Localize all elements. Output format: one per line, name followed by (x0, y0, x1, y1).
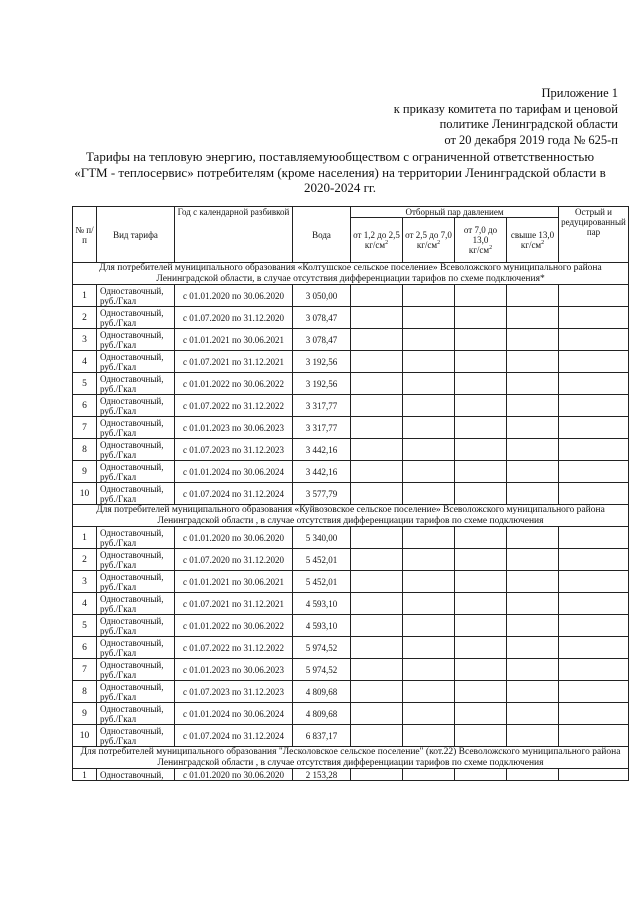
period: с 01.01.2021 по 30.06.2021 (175, 329, 293, 351)
tariff-type: Одноставочный, руб./Гкал (97, 593, 175, 615)
row-number: 1 (73, 285, 97, 307)
tariff-type: Одноставочный, руб./Гкал (97, 725, 175, 747)
appendix-line: политике Ленинградской области (439, 117, 618, 131)
table-body (73, 263, 629, 781)
empty-cell (559, 681, 629, 703)
empty-cell (455, 461, 507, 483)
empty-cell (559, 395, 629, 417)
empty-cell (559, 329, 629, 351)
empty-cell (559, 439, 629, 461)
water-tariff: 5 452,01 (293, 549, 351, 571)
tariff-type: Одноставочный, руб./Гкал (97, 329, 175, 351)
period: с 01.07.2024 по 31.12.2024 (175, 725, 293, 747)
water-tariff: 3 078,47 (293, 307, 351, 329)
table-row (73, 439, 629, 461)
row-number: 7 (73, 659, 97, 681)
empty-cell (351, 307, 403, 329)
empty-cell (455, 439, 507, 461)
empty-cell (559, 483, 629, 505)
table-row (73, 637, 629, 659)
tariff-type: Одноставочный, (97, 769, 175, 781)
empty-cell (455, 593, 507, 615)
section-row (73, 263, 629, 285)
empty-cell (455, 285, 507, 307)
empty-cell (559, 725, 629, 747)
table-row (73, 417, 629, 439)
empty-cell (507, 285, 559, 307)
steam-range: от 2,5 до 7,0 (405, 230, 452, 240)
empty-cell (559, 659, 629, 681)
steam-range: от 7,0 до 13,0 (463, 225, 498, 245)
table-row (73, 483, 629, 505)
row-number: 6 (73, 637, 97, 659)
title-line: «ГТМ - теплосервис» потребителям (кроме населения) на территории Ленинградской области в (74, 164, 606, 180)
water-tariff: 3 317,77 (293, 395, 351, 417)
row-number: 3 (73, 329, 97, 351)
empty-cell (351, 681, 403, 703)
water-tariff: 2 153,28 (293, 769, 351, 781)
row-number: 1 (73, 527, 97, 549)
header-steam-2 (403, 218, 455, 263)
empty-cell (403, 351, 455, 373)
row-number: 3 (73, 571, 97, 593)
empty-cell (559, 373, 629, 395)
empty-cell (403, 527, 455, 549)
table-row (73, 571, 629, 593)
tariff-type: Одноставочный, руб./Гкал (97, 285, 175, 307)
empty-cell (403, 637, 455, 659)
empty-cell (455, 417, 507, 439)
row-number: 4 (73, 593, 97, 615)
water-tariff: 5 974,52 (293, 637, 351, 659)
table-row (73, 329, 629, 351)
empty-cell (507, 769, 559, 781)
empty-cell (507, 637, 559, 659)
tariff-type: Одноставочный, руб./Гкал (97, 461, 175, 483)
empty-cell (403, 615, 455, 637)
empty-cell (403, 307, 455, 329)
tariff-type: Одноставочный, руб./Гкал (97, 483, 175, 505)
period: с 01.07.2024 по 31.12.2024 (175, 483, 293, 505)
period: с 01.07.2022 по 31.12.2022 (175, 395, 293, 417)
header-period: Год с календарной разбивкой (175, 207, 293, 263)
empty-cell (507, 527, 559, 549)
tariff-type: Одноставочный, руб./Гкал (97, 549, 175, 571)
header-type: Вид тарифа (97, 207, 175, 263)
empty-cell (559, 593, 629, 615)
empty-cell (455, 769, 507, 781)
empty-cell (455, 351, 507, 373)
empty-cell (403, 769, 455, 781)
tariff-type: Одноставочный, руб./Гкал (97, 307, 175, 329)
empty-cell (559, 703, 629, 725)
table-row (73, 285, 629, 307)
tariff-table (72, 206, 629, 781)
empty-cell (455, 725, 507, 747)
table-row (73, 373, 629, 395)
unit-sup: 2 (385, 240, 389, 246)
empty-cell (403, 329, 455, 351)
steam-range: от 1,2 до 2,5 (353, 230, 400, 240)
empty-cell (507, 571, 559, 593)
empty-cell (351, 725, 403, 747)
empty-cell (351, 637, 403, 659)
table-row (73, 593, 629, 615)
period: с 01.01.2022 по 30.06.2022 (175, 373, 293, 395)
empty-cell (507, 725, 559, 747)
header-steam-group: Отборный пар давлением (351, 207, 559, 218)
empty-cell (559, 769, 629, 781)
water-tariff: 3 050,00 (293, 285, 351, 307)
empty-cell (559, 417, 629, 439)
table-row (73, 659, 629, 681)
empty-cell (351, 417, 403, 439)
header-steam-1 (351, 218, 403, 263)
title-line: Тарифы на тепловую энергию, поставляемуюобществом с ограниченной ответственностью (85, 149, 595, 164)
table-row (73, 527, 629, 549)
period: с 01.07.2020 по 31.12.2020 (175, 549, 293, 571)
table-row (73, 615, 629, 637)
tariff-type: Одноставочный, руб./Гкал (97, 351, 175, 373)
empty-cell (455, 549, 507, 571)
row-number: 10 (73, 725, 97, 747)
empty-cell (351, 549, 403, 571)
empty-cell (403, 681, 455, 703)
empty-cell (351, 285, 403, 307)
empty-cell (455, 329, 507, 351)
section-row (73, 747, 629, 769)
tariff-type: Одноставочный, руб./Гкал (97, 659, 175, 681)
water-tariff: 5 452,01 (293, 571, 351, 593)
table-row (73, 725, 629, 747)
row-number: 5 (73, 373, 97, 395)
empty-cell (507, 461, 559, 483)
empty-cell (403, 703, 455, 725)
empty-cell (403, 659, 455, 681)
water-tariff: 5 974,52 (293, 659, 351, 681)
tariff-type: Одноставочный, руб./Гкал (97, 571, 175, 593)
empty-cell (351, 373, 403, 395)
period: с 01.01.2020 по 30.06.2020 (175, 285, 293, 307)
empty-cell (403, 725, 455, 747)
row-number: 8 (73, 681, 97, 703)
steam-unit: кг/см (364, 240, 386, 250)
empty-cell (351, 351, 403, 373)
empty-cell (559, 351, 629, 373)
water-tariff: 3 192,56 (293, 351, 351, 373)
tariff-type: Одноставочный, руб./Гкал (97, 395, 175, 417)
water-tariff: 4 593,10 (293, 593, 351, 615)
header-sharp-steam: Острый и редуцированный пар (559, 207, 629, 263)
tariff-type: Одноставочный, руб./Гкал (97, 637, 175, 659)
row-number: 5 (73, 615, 97, 637)
water-tariff: 3 078,47 (293, 329, 351, 351)
period: с 01.01.2023 по 30.06.2023 (175, 417, 293, 439)
empty-cell (507, 659, 559, 681)
empty-cell (403, 571, 455, 593)
section-title: Для потребителей муниципального образования «Колтушское сельское поселение» Всеволожского муниципального района Ленинградской области, в случае отсутствия дифференциации тарифов по схеме подключения* (73, 263, 629, 285)
empty-cell (507, 351, 559, 373)
empty-cell (455, 615, 507, 637)
empty-cell (351, 593, 403, 615)
period: с 01.07.2021 по 31.12.2021 (175, 351, 293, 373)
empty-cell (351, 483, 403, 505)
row-number: 2 (73, 307, 97, 329)
water-tariff: 3 442,16 (293, 439, 351, 461)
empty-cell (559, 461, 629, 483)
header-water: Вода (293, 207, 351, 263)
table-row (73, 307, 629, 329)
empty-cell (403, 549, 455, 571)
table-row (73, 769, 629, 781)
table-row (73, 351, 629, 373)
table-row (73, 681, 629, 703)
empty-cell (559, 615, 629, 637)
empty-cell (455, 483, 507, 505)
empty-cell (403, 461, 455, 483)
empty-cell (351, 329, 403, 351)
empty-cell (351, 527, 403, 549)
unit-sup: 2 (541, 240, 545, 246)
empty-cell (507, 395, 559, 417)
table-row (73, 461, 629, 483)
water-tariff: 5 340,00 (293, 527, 351, 549)
empty-cell (403, 483, 455, 505)
empty-cell (559, 285, 629, 307)
empty-cell (559, 637, 629, 659)
appendix-line: к приказу комитета по тарифам и ценовой (393, 101, 618, 116)
steam-unit: кг/см (416, 240, 438, 250)
empty-cell (507, 439, 559, 461)
steam-range: свыше 13,0 (510, 230, 555, 240)
table-row (73, 395, 629, 417)
empty-cell (455, 527, 507, 549)
title-line: 2020-2024 гг. (303, 180, 377, 195)
empty-cell (455, 703, 507, 725)
empty-cell (455, 395, 507, 417)
empty-cell (507, 615, 559, 637)
water-tariff: 3 317,77 (293, 417, 351, 439)
row-number: 7 (73, 417, 97, 439)
unit-sup: 2 (437, 240, 441, 246)
empty-cell (403, 395, 455, 417)
empty-cell (507, 373, 559, 395)
appendix-header (394, 86, 618, 148)
empty-cell (455, 681, 507, 703)
empty-cell (455, 659, 507, 681)
empty-cell (559, 307, 629, 329)
water-tariff: 4 809,68 (293, 703, 351, 725)
empty-cell (559, 527, 629, 549)
empty-cell (351, 395, 403, 417)
period: с 01.07.2023 по 31.12.2023 (175, 681, 293, 703)
tariff-type: Одноставочный, руб./Гкал (97, 417, 175, 439)
empty-cell (507, 593, 559, 615)
water-tariff: 3 442,16 (293, 461, 351, 483)
empty-cell (351, 703, 403, 725)
section-title: Для потребителей муниципального образования "Лесколовское сельское поселение" (кот.22) Всеволожского муниципального района Ленинградской области , в случае отсутствия дифференциации тарифов по схеме подключения (73, 747, 629, 769)
empty-cell (351, 769, 403, 781)
row-number: 9 (73, 461, 97, 483)
empty-cell (351, 439, 403, 461)
empty-cell (403, 593, 455, 615)
tariff-type: Одноставочный, руб./Гкал (97, 439, 175, 461)
water-tariff: 6 837,17 (293, 725, 351, 747)
period: с 01.01.2024 по 30.06.2024 (175, 703, 293, 725)
empty-cell (455, 571, 507, 593)
document-title (60, 149, 620, 196)
header-steam-4 (507, 218, 559, 263)
water-tariff: 3 192,56 (293, 373, 351, 395)
empty-cell (455, 637, 507, 659)
empty-cell (559, 549, 629, 571)
empty-cell (351, 615, 403, 637)
table-row (73, 703, 629, 725)
appendix-line: от 20 декабря 2019 года № 625-п (444, 132, 618, 147)
section-title: Для потребителей муниципального образования «Куйвозовское сельское поселение» Всеволожского муниципального района Ленинградской области , в случае отсутствия дифференциации тарифов по схеме подключения (73, 505, 629, 527)
row-number: 1 (73, 769, 97, 781)
period: с 01.01.2024 по 30.06.2024 (175, 461, 293, 483)
empty-cell (351, 461, 403, 483)
row-number: 6 (73, 395, 97, 417)
tariff-type: Одноставочный, руб./Гкал (97, 703, 175, 725)
row-number: 10 (73, 483, 97, 505)
appendix-line: Приложение 1 (541, 86, 618, 100)
period: с 01.01.2021 по 30.06.2021 (175, 571, 293, 593)
empty-cell (455, 373, 507, 395)
water-tariff: 4 809,68 (293, 681, 351, 703)
table-row (73, 549, 629, 571)
empty-cell (559, 571, 629, 593)
row-number: 4 (73, 351, 97, 373)
empty-cell (507, 483, 559, 505)
empty-cell (507, 681, 559, 703)
tariff-type: Одноставочный, руб./Гкал (97, 527, 175, 549)
period: с 01.07.2023 по 31.12.2023 (175, 439, 293, 461)
steam-unit: кг/см (520, 240, 542, 250)
unit-sup: 2 (489, 245, 493, 251)
period: с 01.01.2022 по 30.06.2022 (175, 615, 293, 637)
period: с 01.07.2020 по 31.12.2020 (175, 307, 293, 329)
water-tariff: 4 593,10 (293, 615, 351, 637)
period: с 01.07.2021 по 31.12.2021 (175, 593, 293, 615)
period: с 01.01.2020 по 30.06.2020 (175, 527, 293, 549)
water-tariff: 3 577,79 (293, 483, 351, 505)
header-steam-3 (455, 218, 507, 263)
section-row (73, 505, 629, 527)
empty-cell (507, 307, 559, 329)
steam-unit: кг/см (468, 245, 490, 255)
empty-cell (507, 329, 559, 351)
tariff-type: Одноставочный, руб./Гкал (97, 681, 175, 703)
header-num: № п/п (73, 207, 97, 263)
tariff-type: Одноставочный, руб./Гкал (97, 373, 175, 395)
row-number: 8 (73, 439, 97, 461)
empty-cell (351, 659, 403, 681)
period: с 01.01.2023 по 30.06.2023 (175, 659, 293, 681)
empty-cell (403, 285, 455, 307)
empty-cell (507, 549, 559, 571)
empty-cell (351, 571, 403, 593)
empty-cell (403, 439, 455, 461)
tariff-type: Одноставочный, руб./Гкал (97, 615, 175, 637)
period: с 01.01.2020 по 30.06.2020 (175, 769, 293, 781)
empty-cell (403, 373, 455, 395)
period: с 01.07.2022 по 31.12.2022 (175, 637, 293, 659)
empty-cell (403, 417, 455, 439)
empty-cell (507, 417, 559, 439)
row-number: 9 (73, 703, 97, 725)
row-number: 2 (73, 549, 97, 571)
empty-cell (507, 703, 559, 725)
empty-cell (455, 307, 507, 329)
